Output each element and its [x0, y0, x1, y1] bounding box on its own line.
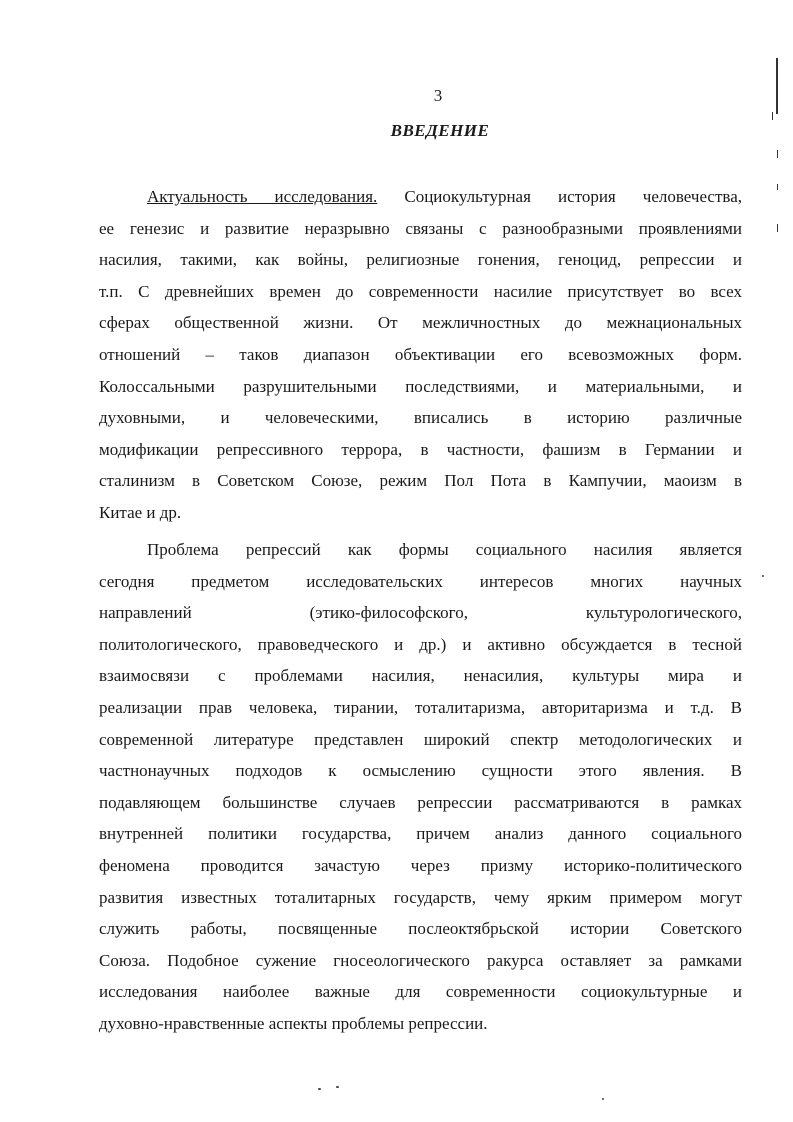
paragraph-line: насилия, такими, как войны, религиозные гонения, геноцид, репрессии и — [99, 250, 742, 270]
scan-speck — [602, 1098, 604, 1100]
paragraph-line: Китае и др. — [99, 502, 182, 522]
paragraph-line: модификации репрессивного террора, в частности, фашизм в Германии и — [99, 439, 742, 459]
paragraph-line: внутренней политики государства, причем анализ данного социального — [99, 824, 742, 844]
section-heading: Актуальность исследования. — [147, 187, 378, 206]
paragraph-line: сегодня предметом исследовательских интересов многих научных — [99, 571, 742, 591]
paragraph-line: реализации прав человека, тирании, тоталитаризма, авторитаризма и т.д. В — [99, 697, 742, 717]
scan-edge-mark — [777, 150, 778, 158]
paragraph-line: направлений (этико-философского, культурологического, — [99, 603, 742, 623]
page-title: ВВЕДЕНИЕ — [390, 121, 490, 140]
paragraph-line: сферах общественной жизни. От межличностных до межнациональных — [99, 313, 742, 333]
paragraph-line: Колоссальными разрушительными последствиями, и материальными, и — [99, 376, 742, 396]
paragraph-line: взаимосвязи с проблемами насилия, ненасилия, культуры мира и — [99, 666, 742, 686]
paragraph-line: частнонаучных подходов к осмыслению сущности этого явления. В — [99, 761, 742, 781]
paragraph-line — [99, 181, 742, 213]
paragraph-line: современной литературе представлен широкий спектр методологических и — [99, 729, 742, 749]
paragraph-line: подавляющем большинстве случаев репрессии рассматриваются в рамках — [99, 792, 742, 812]
scan-edge-mark — [777, 184, 778, 190]
paragraph-relevance — [99, 181, 742, 529]
paragraph-line: духовными, и человеческими, вписались в историю различные — [99, 408, 742, 428]
paragraph-line: служить работы, посвященные послеоктябрьской истории Советского — [99, 919, 742, 939]
paragraph-line: развития известных тоталитарных государств, чему ярким примером могут — [99, 887, 742, 907]
paragraph-line: феномена проводится зачастую через призму историко-политического — [99, 855, 742, 875]
page-number: 3 — [433, 86, 443, 105]
paragraph-line: Проблема репрессий как формы социального насилия является — [147, 540, 742, 559]
paragraph-line-text: Социокультурная история человечества, — [377, 187, 743, 206]
paragraph-line: политологического, правоведческого и др.) и активно обсуждается в тесной — [99, 634, 742, 654]
paragraph-line: Союза. Подобное сужение гносеологического ракурса оставляет за рамками — [99, 950, 742, 970]
scan-edge-mark — [772, 112, 773, 120]
paragraph-line: ее генезис и развитие неразрывно связаны с разнообразными проявлениями — [99, 218, 742, 238]
scan-speck — [762, 575, 764, 577]
paragraph-line: духовно-нравственные аспекты проблемы репрессии. — [99, 1013, 488, 1033]
paragraph-line: исследования наиболее важные для современности социокультурные и — [99, 982, 742, 1002]
scan-speck — [318, 1088, 321, 1090]
paragraph-problem — [99, 534, 742, 1040]
scan-edge-mark — [776, 58, 778, 114]
paragraph-line: сталинизм в Советском Союзе, режим Пол Пота в Кампучии, маоизм в — [99, 471, 742, 491]
scan-edge-mark — [777, 224, 778, 232]
paragraph-line: отношений – таков диапазон объективации его всевозможных форм. — [99, 344, 742, 364]
scan-speck — [336, 1086, 339, 1088]
paragraph-line: т.п. С древнейших времен до современности насилие присутствует во всех — [99, 281, 742, 301]
